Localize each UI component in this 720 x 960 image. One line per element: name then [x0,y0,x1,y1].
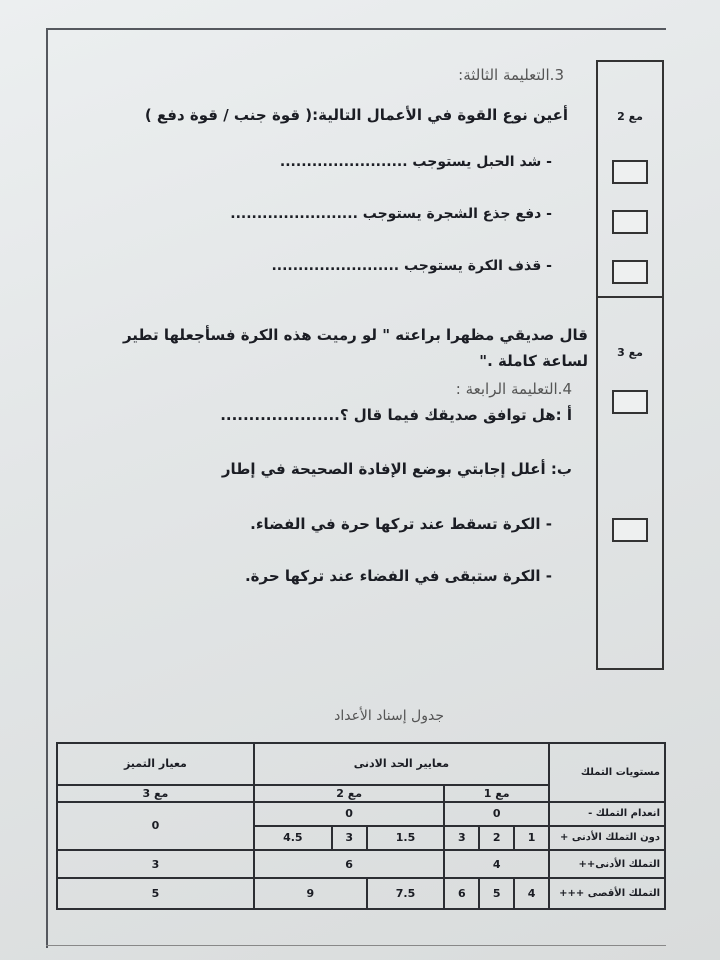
section3-item-2: - دفع جذع الشجرة يستوجب ........................ [230,206,552,222]
cell: 2 [479,826,514,850]
cell: 1.5 [367,826,445,850]
section4-option-2: - الكرة ستبقى في الفضاء عند تركها حرة. [244,567,552,585]
section4-part-b: ب: أعلل إجابتي بوضع الإفادة الصحيحة في إطار [221,460,572,478]
score-column-divider [598,296,662,298]
cell: 6 [254,850,445,878]
cell: 4 [444,850,549,878]
section4-part-a: أ :هل توافق صديقك فيما قال ؟..................... [220,406,572,424]
quote-line-2: لساعة كاملة ." [479,352,588,370]
answer-box-item-1[interactable] [612,160,648,184]
page-border-top [46,28,666,30]
cell: 3 [332,826,367,850]
cell: 3 [444,826,479,850]
cell: 1 [514,826,549,850]
row-label: انعدام التملك - [549,802,665,826]
cell: 9 [254,878,367,909]
grading-table [56,742,666,910]
cell: 5 [479,878,514,909]
header-levels: مستويات التملك [549,743,665,802]
criterion-3: مع 3 [57,785,254,802]
cell: 0 [254,802,445,826]
cell: 4.5 [254,826,332,850]
cell: 0 [444,802,549,826]
score-label-crit2: مع 2 [617,110,643,123]
cell: 7.5 [367,878,445,909]
answer-box-item-2[interactable] [612,210,648,234]
criterion-1: مع 1 [444,785,549,802]
answer-box-item-3[interactable] [612,260,648,284]
section3-item-1: - شد الحبل يستوجب ........................ [279,154,552,170]
answer-box-option-1[interactable] [612,518,648,542]
page-border-left [46,28,48,948]
table-row [57,802,665,826]
header-min-criteria: معايير الحد الادنى [254,743,549,785]
cell: 4 [514,878,549,909]
table-row [57,878,665,909]
section4-option-1: - الكرة تسقط عند تركها حرة في الفضاء. [250,515,552,533]
section3-question: أعين نوع القوة في الأعمال التالية:( قوة جنب / قوة دفع ) [144,106,568,124]
cell: 6 [444,878,479,909]
criterion-2: مع 2 [254,785,445,802]
section3-item-3: - قذف الكرة يستوجب ........................ [271,258,552,274]
row-label: التملك الأدنى++ [549,850,665,878]
row-label: التملك الأقصى +++ [549,878,665,909]
answer-box-part-a[interactable] [612,390,648,414]
table-row [57,850,665,878]
row-label: دون التملك الأدنى + [549,826,665,850]
section3-title: 3.التعليمة الثالثة: [458,66,564,84]
table-row [57,743,665,785]
score-column [596,60,664,670]
page-border-bottom [46,945,666,946]
table-title: جدول إسناد الأعداد [334,708,444,724]
cell: 3 [57,850,254,878]
header-excellence: معيار التميز [57,743,254,785]
section4-title: 4.التعليمة الرابعة : [455,380,572,398]
quote-line-1: قال صديقي مظهرا براعته " لو رميت هذه الكرة فسأجعلها تطير [122,326,588,344]
cell: 5 [57,878,254,909]
cell: 0 [57,802,254,850]
score-label-crit3: مع 3 [617,346,643,359]
